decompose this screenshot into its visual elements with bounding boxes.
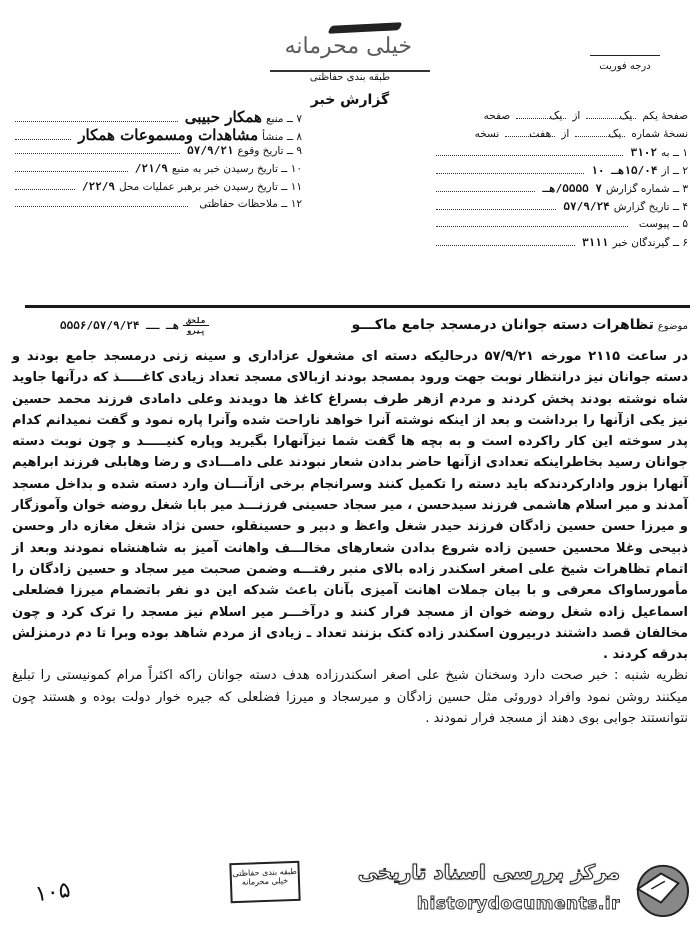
document-title: گزارش خبر: [310, 92, 390, 108]
copy-label: نسخهٔ شماره: [631, 128, 688, 140]
copy-suffix: نسخه: [474, 128, 500, 140]
copy-total: هفت: [529, 127, 552, 140]
meta-row-source: ۷ ــ منبع همکار حبیبی: [12, 108, 302, 126]
analysis-note: نظریه شنبه : خبر صحت دارد وسخنان شیخ علی اصغر اسکندرزاده هدف دسته جوانان راکه اکثراً مرام کمونیستی را تبلیغ میکنند روشن نمود وافراد دوروئی مثل حسین زادگان و میرسجاد و میرزا فضلعلی که جیره خوار دولت بوده و هستند چون نتوانستند جوابی بوی دهند از مسجد فرار نمودند .: [12, 668, 688, 727]
stamp-handwritten-text: خیلی محرمانه: [284, 34, 412, 59]
page-suffix: صفحه: [483, 110, 511, 122]
meta-row-source-received: ۱۰ ــ تاریخ رسیدن خبر به منبع ۲۱/۹/: [12, 162, 302, 180]
subject-line: [60, 316, 688, 335]
page-label: صفحهٔ یکم: [642, 110, 688, 122]
report-paragraph: در ساعت ۲۱۱۵ مورخه ۵۷/۹/۲۱ درحالیکه دسته ای مشغول عزاداری و سینه زنی درمسجد جامع بودند و دسته جوانان نیز درانتظار نوبت جهت ورود بمسجد بودند ازبالای مسجد تعداد زیادی کاغـــــذ که درآنها جاوید شاه نوشته بودند پخش کردند و مردم ازهر طرف بسراغ کاغذ ها دویدند وعلی دامادی فرزند محمد حسین نیز یکی ازآنها را برداشت و بعد از اینکه نوشته آنرا خواهد ناراحت شده وآنرا پاره نمود و گفت نمیدانم کدام پدر سوخته این کار راکرده است و به بچه ها گفت شما نیزآنهارا بگیرید وپاره کنیـــــد و چون نوبت دسته جوانان رسید بخاطراینکه تعدادی ازآنها حاضر بدادن شعار نبودند علی دامـــادی و رضا وهابلی فرزند ابراهیم آنهارا بزور وادارکردندکه باید دسته را تکمیل کنند وسرانجام برخی ازآنـــان وارد دسته شده و بداخل مسجد آمدند و میر اسلام هاشمی فرزند سیدحسن ، میر سجاد حسینی فرزنـــد میر بابا شغل روضه خوان وآموزگار و میرزا حسن حسین زادگان فرزند حیدر شغل واعظ و دبیر و حسینقلو، حسن نژاد شغل مغازه دار وحسن ذبیحی وغلا محسین حسین زاده شروع بدادن شعارهای مخالـــف واهانت آمیز به شاهنشاه نمودند وبعد از اتمام تظاهرات شیخ علی اصغر اسکندر زاده بالای منبر رفتـــه وضمن صحبت میر سجاد و حسین زادگان را مأمورساواک معرفی و با بیان جملات اهانت آمیزی بآنان باعث شدکه این دو نفر باتضمام میرزا فضلعلی اسماعیل زاده شغل روضه خوان از مسجد فرار کنند و درآخـــر میر اسلام نیز مسجد را ترک کرد و چون مخالفان قصد داشتند دربیرون اسکندر زاده کتک بزنند تعداد ـ زیادی از مردم شاهد بوده وبرا تا دم درمنزلش بدرقه کردند .: [12, 349, 689, 663]
meta-row-occurrence-date: ۹ ــ تاریخ وقوع ۵۷/۹/۲۱: [12, 144, 302, 162]
section-divider: [25, 305, 690, 308]
meta-row-report-date: ۴ ــ تاریخ گزارش ۵۷/۹/۲۴: [433, 200, 688, 218]
copy-line: [433, 128, 688, 146]
reference-value: ۵۵۵۶/هـ ــ ۵۷/۹/۲۴: [60, 319, 180, 332]
meta-row-recipients: ۶ ــ گیرندگان خبر ۳۱۱۱: [433, 236, 688, 254]
reference-fraction: [183, 316, 208, 335]
reference-number: [60, 316, 209, 335]
page-line: [433, 110, 688, 128]
watermark-fa: مرکز بررسی اسناد تاریخی: [357, 860, 620, 884]
fraction-bottom: پیرو: [186, 326, 206, 335]
priority-label: درجه فوریت: [599, 61, 651, 72]
right-meta-block: [433, 110, 688, 254]
meta-row-to: ۱ ــ به ۳۱۰۲: [433, 146, 688, 164]
classification-stamp: [270, 10, 430, 83]
meta-row-ops-received: ۱۱ ــ تاریخ رسیدن خبر برهبر عملیات محل ۲۲/۹/: [12, 180, 302, 198]
page-number: ۱۰۵: [33, 877, 73, 908]
meta-row-from: ۲ ــ از ۱۵/۰۴هـ ۱۰: [433, 164, 688, 182]
page-total: یک: [549, 109, 563, 122]
priority-field: [590, 55, 660, 72]
footer-stamp: [229, 861, 300, 903]
left-meta-block: [12, 108, 302, 216]
meta-row-report-number: ۳ ــ شماره گزارش ۷ ۵۵۵۵/هـ: [433, 182, 688, 200]
meta-row-origin: ۸ ــ منشأ مشاهدات ومسموعات همکار: [12, 126, 302, 144]
copy-value: یک: [608, 127, 622, 140]
report-body: [12, 346, 688, 729]
meta-row-attachment: ۵ ــ پیوست: [433, 218, 688, 236]
subject-label: موضوع: [657, 321, 688, 332]
archive-logo-icon: [632, 860, 690, 918]
subject-title: تظاهرات دسته جوانان درمسجد جامع ماکـــو: [351, 317, 654, 333]
watermark: [357, 858, 690, 928]
watermark-en: historydocuments.ir: [416, 894, 620, 914]
footer-stamp-label: طبقه بندی حفاظتی: [232, 866, 297, 879]
page-value: یک: [619, 109, 633, 122]
copy-from: از: [561, 128, 570, 140]
footer-stamp-hand: خیلی محرمانه: [241, 876, 289, 887]
priority-line: [590, 55, 660, 56]
page-from: از: [572, 110, 581, 122]
ink-scribble: [328, 22, 403, 34]
fraction-top: ملحق: [183, 316, 208, 326]
classification-label: طبقه بندی حفاظتی: [309, 72, 391, 83]
meta-row-security-notes: ۱۲ ــ ملاحظات حفاظتی: [12, 198, 302, 216]
